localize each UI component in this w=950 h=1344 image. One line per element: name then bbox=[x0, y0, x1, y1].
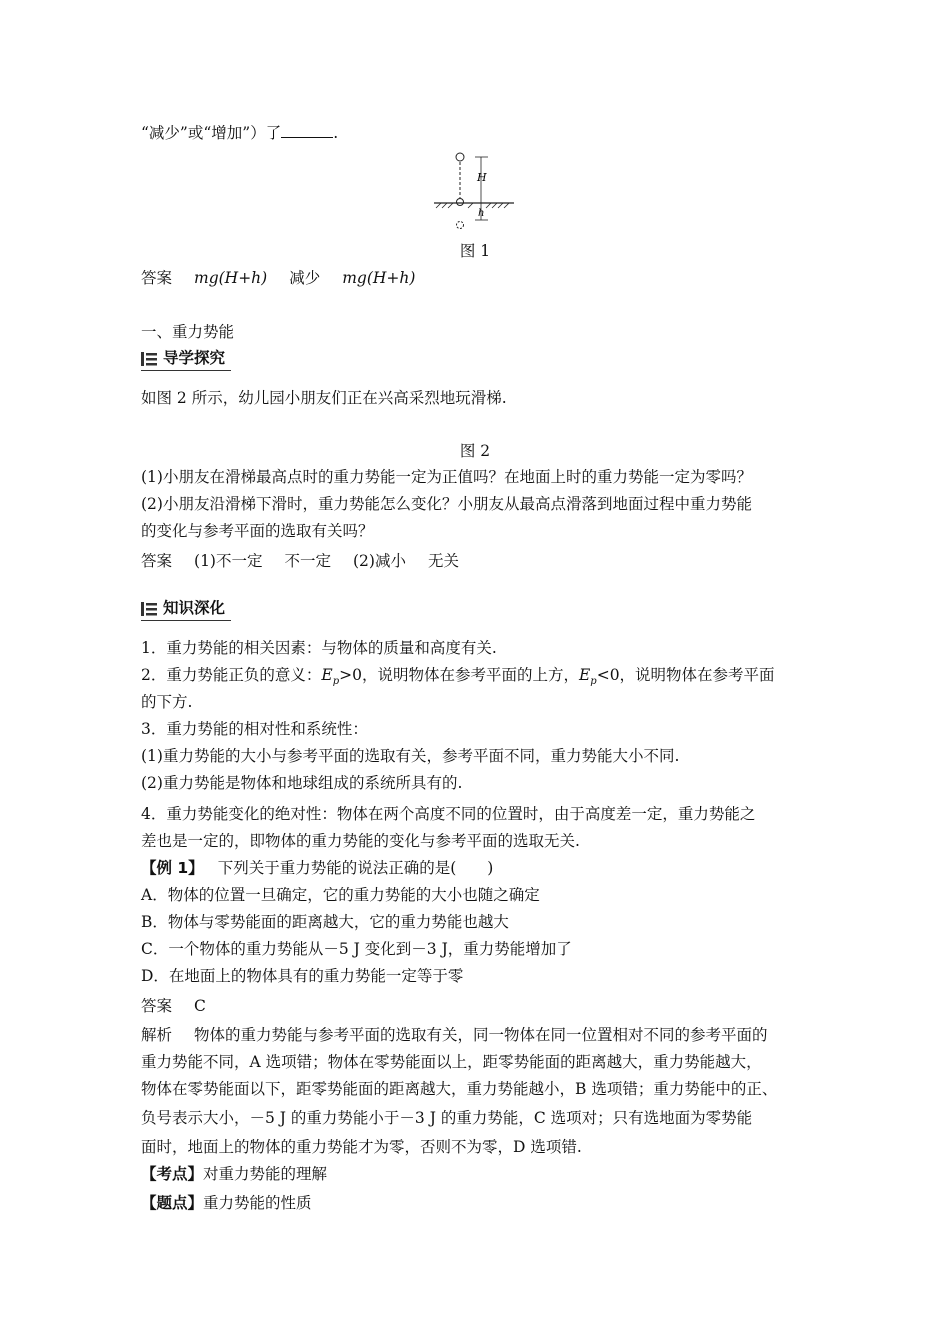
figure-1-caption: 图 1 bbox=[459, 242, 491, 260]
label-H: H bbox=[477, 171, 487, 184]
example-question: 下列关于重力势能的说法正确的是( ) bbox=[217, 859, 494, 877]
intro-line bbox=[141, 123, 338, 143]
option-c: C．一个物体的重力势能从－5 J 变化到－3 J，重力势能增加了 bbox=[141, 940, 572, 958]
option-d: D．在地面上的物体具有的重力势能一定等于零 bbox=[141, 967, 464, 985]
kaodian bbox=[141, 1164, 327, 1184]
analysis-text: 物体的重力势能与参考平面的选取有关，同一物体在同一位置相对不同的参考平面的 bbox=[194, 1026, 768, 1044]
answer-1-v3: mg(H+h) bbox=[342, 269, 416, 287]
knowledge-heading bbox=[141, 598, 225, 620]
guide-intro: 如图 2 所示，幼儿园小朋友们正在兴高采烈地玩滑梯. bbox=[141, 389, 507, 407]
intro-text: “减少”或“增加”）了 bbox=[141, 124, 282, 142]
example-answer bbox=[141, 996, 206, 1016]
option-b: B．物体与零势能面的距离越大，它的重力势能也越大 bbox=[141, 913, 509, 931]
heading-underline bbox=[141, 620, 231, 621]
guide-q2-line1: (2)小朋友沿滑梯下滑时，重力势能怎么变化？小朋友从最高点滑落到地面过程中重力势能 bbox=[141, 495, 752, 513]
tidian-tag: 【题点】 bbox=[141, 1194, 204, 1212]
example-1-question bbox=[141, 858, 493, 878]
kaodian-text: 对重力势能的理解 bbox=[203, 1165, 328, 1183]
p2-mid: >0，说明物体在参考平面的上方， bbox=[339, 666, 579, 684]
guide-heading-text: 导学探究 bbox=[163, 349, 226, 367]
knowledge-heading-text: 知识深化 bbox=[163, 599, 226, 617]
ball-top bbox=[456, 153, 464, 161]
ep-subscript: p bbox=[590, 676, 597, 688]
knowledge-p4-line2: 差也是一定的，即物体的重力势能的变化与参考平面的选取无关. bbox=[141, 832, 580, 850]
p2-pre: 2．重力势能正负的意义： bbox=[141, 666, 322, 684]
knowledge-p3-2: (2)重力势能是物体和地球组成的系统所具有的. bbox=[141, 774, 463, 792]
section-title: 一、重力势能 bbox=[141, 323, 235, 341]
p2-end: <0，说明物体在参考平面 bbox=[596, 666, 775, 684]
ep-symbol: E bbox=[321, 666, 333, 684]
guide-answer-label: 答案 bbox=[141, 552, 173, 570]
ep-symbol: E bbox=[578, 666, 591, 684]
example-answer-label: 答案 bbox=[141, 997, 173, 1015]
ball-pit bbox=[457, 222, 464, 229]
ground-hatch bbox=[436, 203, 509, 208]
ep-subscript: p bbox=[332, 676, 340, 688]
guide-answer-a4: 无关 bbox=[427, 552, 459, 570]
guide-answer-a2: 不一定 bbox=[284, 552, 331, 570]
list-icon bbox=[141, 352, 157, 366]
analysis-line5: 面时，地面上的物体的重力势能才为零，否则不为零，D 选项错. bbox=[141, 1138, 582, 1156]
tidian-text: 重力势能的性质 bbox=[203, 1194, 312, 1212]
knowledge-p3: 3．重力势能的相对性和系统性： bbox=[141, 720, 368, 738]
kaodian-tag: 【考点】 bbox=[141, 1165, 204, 1183]
answer-1-v2: 减少 bbox=[289, 269, 321, 287]
analysis-line2: 重力势能不同，A 选项错；物体在零势能面以上，距零势能面的距离越大，重力势能越大， bbox=[141, 1053, 762, 1071]
guide-q2-line2: 的变化与参考平面的选取有关吗？ bbox=[141, 522, 374, 540]
option-a: A．物体的位置一旦确定，它的重力势能的大小也随之确定 bbox=[141, 886, 540, 904]
label-h: h bbox=[478, 208, 485, 219]
answer-1-label: 答案 bbox=[141, 269, 173, 287]
ball-ground bbox=[457, 199, 464, 206]
figure-1-diagram bbox=[430, 148, 520, 234]
knowledge-p2-line1 bbox=[141, 665, 775, 692]
guide-answer bbox=[141, 551, 459, 571]
example-answer-value: C bbox=[194, 997, 206, 1015]
analysis-line4: 负号表示大小，－5 J 的重力势能小于－3 J 的重力势能，C 选项对；只有选地面为零势能 bbox=[141, 1109, 753, 1127]
answer-1-v1: mg(H+h) bbox=[194, 269, 268, 287]
guide-q1: (1)小朋友在滑梯最高点时的重力势能一定为正值吗？在地面上时的重力势能一定为零吗？ bbox=[141, 468, 752, 486]
knowledge-p3-1: (1)重力势能的大小与参考平面的选取有关，参考平面不同，重力势能大小不同. bbox=[141, 747, 680, 765]
analysis-line1 bbox=[141, 1025, 768, 1045]
analysis-label: 解析 bbox=[141, 1026, 173, 1044]
knowledge-p2-line2: 的下方. bbox=[141, 693, 193, 711]
figure-2-caption: 图 2 bbox=[459, 442, 491, 460]
example-tag: 【例 1】 bbox=[141, 859, 204, 877]
fill-blank bbox=[281, 123, 333, 138]
guide-answer-a1: (1)不一定 bbox=[194, 552, 263, 570]
guide-answer-a3: (2)减小 bbox=[353, 552, 406, 570]
knowledge-p1: 1．重力势能的相关因素：与物体的质量和高度有关. bbox=[141, 639, 497, 657]
tidian bbox=[141, 1193, 312, 1213]
guide-heading bbox=[141, 348, 225, 370]
analysis-line3: 物体在零势能面以下，距零势能面的距离越大，重力势能越小，B 选项错；重力势能中的正、 bbox=[141, 1080, 778, 1098]
heading-underline bbox=[141, 370, 231, 371]
list-icon bbox=[141, 602, 157, 616]
answer-1 bbox=[141, 268, 415, 288]
intro-end: . bbox=[333, 124, 339, 142]
knowledge-p4-line1: 4．重力势能变化的绝对性：物体在两个高度不同的位置时，由于高度差一定，重力势能之 bbox=[141, 805, 756, 823]
